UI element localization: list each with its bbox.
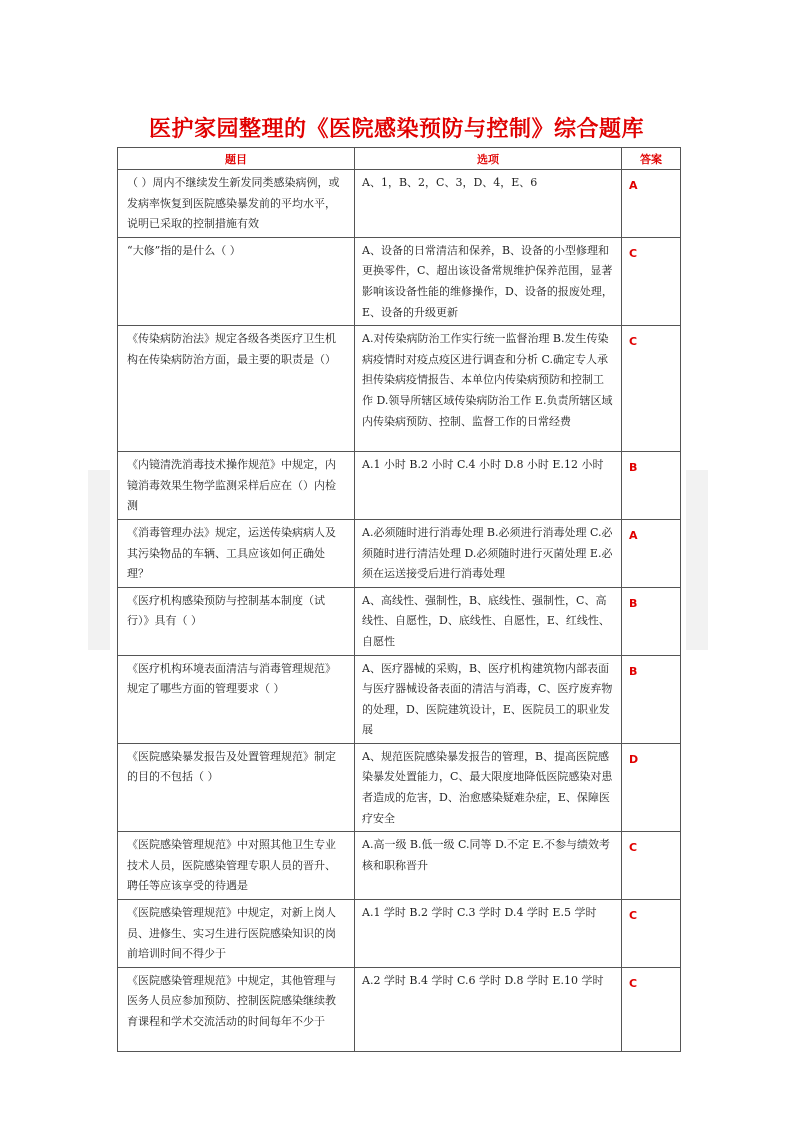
table-header-row [118,148,681,170]
question-cell: （ ）周内不继续发生新发同类感染病例，或发病率恢复到医院感染暴发前的平均水平，说明已采取的控制措施有效 [118,170,355,238]
options-cell: A、高线性、强制性，B、底线性、强制性，C、高线性、自愿性，D、底线性、自愿性，E、红线性、自愿性 [355,587,622,655]
table-row [118,237,681,325]
question-cell: “大修”指的是什么（ ） [118,237,355,325]
question-cell: 《医院感染暴发报告及处置管理规范》制定的目的不包括（ ） [118,743,355,831]
question-cell: 《医院感染管理规范》中规定，对新上岗人员、进修生、实习生进行医院感染知识的岗前培训时间不得少于 [118,900,355,968]
table-row [118,743,681,831]
answer-cell: C [622,326,681,452]
answer-cell: A [622,519,681,587]
options-cell: A.2 学时 B.4 学时 C.6 学时 D.8 学时 E.10 学时 [355,967,622,1051]
answer-cell: B [622,452,681,520]
options-cell: A、规范医院感染暴发报告的管理，B、提高医院感染暴发处置能力，C、最大限度地降低医院感染对患者造成的危害，D、治愈感染疑难杂症，E、保障医疗安全 [355,743,622,831]
question-cell: 《医疗机构环境表面清洁与消毒管理规范》规定了哪些方面的管理要求（ ） [118,655,355,743]
table-row [118,655,681,743]
question-table [117,147,681,1052]
options-cell: A.对传染病防治工作实行统一监督治理 B.发生传染病疫情时对疫点疫区进行调查和分析 C.确定专人承担传染病疫情报告、本单位内传染病预防和控制工作 D.领导所辖区域传染病防治工作 E.负责所辖区域内传染病预防、控制、监督工作的日常经费 [355,326,622,452]
table-row [118,832,681,900]
table-row [118,170,681,238]
table-row [118,326,681,452]
options-cell: A、设备的日常清洁和保养，B、设备的小型修理和更换零件，C、超出该设备常规维护保养范围，显著影响该设备性能的维修操作，D、设备的报废处理，E、设备的升级更新 [355,237,622,325]
question-cell: 《传染病防治法》规定各级各类医疗卫生机构在传染病防治方面，最主要的职责是（） [118,326,355,452]
watermark-left-bar [88,470,110,650]
answer-cell: D [622,743,681,831]
answer-cell: C [622,832,681,900]
header-answer: 答案 [622,148,681,170]
question-cell: 《消毒管理办法》规定，运送传染病病人及其污染物品的车辆、工具应该如何正确处理？ [118,519,355,587]
header-options: 选项 [355,148,622,170]
answer-cell: B [622,655,681,743]
table-row [118,452,681,520]
options-cell: A.必须随时进行消毒处理 B.必须进行消毒处理 C.必须随时进行清洁处理 D.必须随时进行灭菌处理 E.必须在运送接受后进行消毒处理 [355,519,622,587]
table-row [118,587,681,655]
header-question: 题目 [118,148,355,170]
options-cell: A.1 学时 B.2 学时 C.3 学时 D.4 学时 E.5 学时 [355,900,622,968]
page-title: 医护家园整理的《医院感染预防与控制》综合题库 [148,117,644,142]
table-row [118,900,681,968]
answer-cell: B [622,587,681,655]
table-row [118,967,681,1051]
options-cell: A.高一级 B.低一级 C.同等 D.不定 E.不参与绩效考核和职称晋升 [355,832,622,900]
watermark-right-bar [686,470,708,650]
options-cell: A、1，B、2，C、3，D、4，E、6 [355,170,622,238]
answer-cell: C [622,237,681,325]
answer-cell: C [622,900,681,968]
question-cell: 《内镜清洗消毒技术操作规范》中规定，内镜消毒效果生物学监测采样后应在（）内检测 [118,452,355,520]
table-row [118,519,681,587]
question-cell: 《医疗机构感染预防与控制基本制度（试行）》具有（ ） [118,587,355,655]
question-cell: 《医院感染管理规范》中规定，其他管理与医务人员应参加预防、控制医院感染继续教育课程和学术交流活动的时间每年不少于 [118,967,355,1051]
question-cell: 《医院感染管理规范》中对照其他卫生专业技术人员，医院感染管理专职人员的晋升、聘任等应该享受的待遇是 [118,832,355,900]
answer-cell: A [622,170,681,238]
options-cell: A.1 小时 B.2 小时 C.4 小时 D.8 小时 E.12 小时 [355,452,622,520]
options-cell: A、医疗器械的采购，B、医疗机构建筑物内部表面与医疗器械设备表面的清洁与消毒，C、医疗废弃物的处理，D、医院建筑设计，E、医院员工的职业发展 [355,655,622,743]
answer-cell: C [622,967,681,1051]
